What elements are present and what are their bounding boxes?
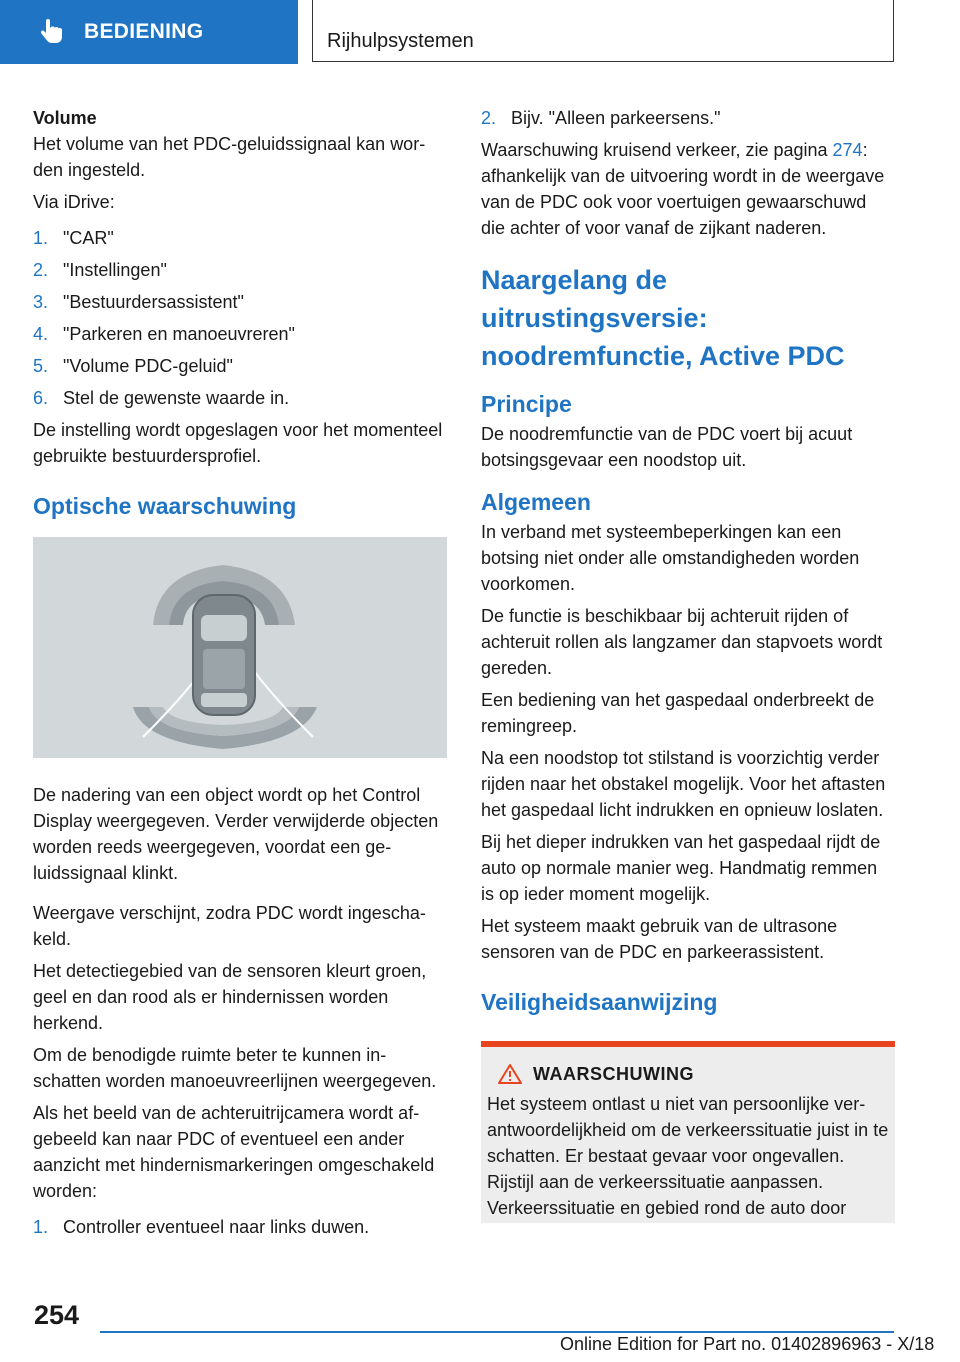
warning-title-row	[497, 1061, 889, 1087]
volume-steps	[33, 225, 447, 411]
step-number: 1.	[33, 228, 49, 248]
warning-box	[481, 1041, 895, 1223]
main-heading: Naargelang de uitrustingsversie: noodremfunctie, Active PDC	[481, 265, 845, 371]
step-text: Bijv. "Alleen parkeersens."	[511, 108, 721, 128]
step-number: 2.	[33, 260, 49, 280]
algemeen-p2: De functie is beschikbaar bij achteruit rijden of achteruit rollen als langzamer dan stapvoets wordt gereden.	[481, 606, 883, 678]
pdc-illustration	[33, 537, 447, 758]
step-text: Stel de gewenste waarde in.	[63, 388, 290, 408]
volume-via: Via iDrive:	[33, 192, 115, 212]
step-text: "Instellingen"	[63, 260, 167, 280]
optical-warning-heading: Optische waarschuwing	[33, 493, 297, 519]
page-link[interactable]: 274	[832, 140, 863, 160]
algemeen-p6: Het systeem maakt gebruik van de ultrasone sensoren van de PDC en parkeerassistent.	[481, 916, 838, 962]
step-text: "Volume PDC-geluid"	[63, 356, 233, 376]
warning-title: WAARSCHUWING	[533, 1064, 694, 1084]
warning-triangle-icon	[497, 1063, 523, 1085]
list-item	[33, 385, 447, 411]
optical-p4: Om de benodigde ruimte beter te kunnen inschatten worden manoeuvreerlijnen weergegeven.	[33, 1045, 437, 1091]
optical-steps	[33, 1214, 447, 1240]
list-item	[33, 225, 447, 251]
footer-divider	[100, 1331, 894, 1333]
volume-heading: Volume	[33, 108, 97, 128]
list-item	[33, 353, 447, 379]
step-text: "Bestuurdersassistent"	[63, 292, 244, 312]
algemeen-p1: In verband met systeembeperkingen kan een botsing niet onder alle omstandigheden worden voorkomen.	[481, 522, 860, 594]
section-tab[interactable]	[312, 0, 894, 62]
list-item	[33, 321, 447, 347]
warning-text: Het systeem ontlast u niet van persoonlijke verantwoordelijkheid om de verkeerssituatie juist in te schatten. Er bestaat gevaar voor ongevallen. Rijstijl aan de verkeerssituatie aanpassen. Verkeerssituatie en gebied rond de auto door	[487, 1094, 889, 1218]
cross-traffic-paragraph	[481, 137, 895, 241]
section-label: Rijhulpsystemen	[327, 30, 474, 52]
optical-p2: Weergave verschijnt, zodra PDC wordt ingeschakeld.	[33, 903, 426, 949]
step-number: 5.	[33, 356, 49, 376]
pdc-car-image	[33, 537, 447, 758]
algemeen-p3: Een bediening van het gaspedaal onderbreekt de remingreep.	[481, 690, 875, 736]
cross-traffic-text: Waarschuwing kruisend verkeer, zie pagina	[481, 140, 833, 160]
principe-text: De noodremfunctie van de PDC voert bij acuut botsingsgevaar een noodstop uit.	[481, 424, 853, 470]
cross-traffic-text-after: : afhankelijk van de uitvoering wordt in de weergave van de PDC ook voor voertuigen gewaarschuwd die achter of voor vanaf de zijkant naderen.	[481, 140, 885, 238]
step-number: 1.	[33, 1217, 49, 1237]
pointing-hand-icon	[36, 16, 68, 48]
list-item	[33, 1214, 447, 1240]
list-item	[33, 289, 447, 315]
chapter-label: BEDIENING	[84, 20, 204, 43]
step-text: "Parkeren en manoeuvreren"	[63, 324, 295, 344]
continued-steps	[481, 105, 895, 131]
optical-p1: De nadering van een object wordt op het Control Display weergegeven. Verder verwijderde objecten worden reeds weergegeven, voordat een geluidssignaal klinkt.	[33, 785, 439, 883]
page-number: 254	[34, 1300, 80, 1330]
principe-heading: Principe	[481, 391, 572, 417]
safety-heading: Veiligheidsaanwijzing	[481, 989, 718, 1015]
optical-p5: Als het beeld van de achteruitrijcamera wordt afgebeeld kan naar PDC of eventueel een ander aanzicht met hindernismarkeringen omgeschakeld worden:	[33, 1103, 435, 1201]
step-text: "CAR"	[63, 228, 114, 248]
algemeen-heading: Algemeen	[481, 489, 591, 515]
volume-outro: De instelling wordt opgeslagen voor het momenteel gebruikte bestuurdersprofiel.	[33, 420, 443, 466]
volume-intro: Het volume van het PDC-geluidssignaal kan worden ingesteld.	[33, 134, 426, 180]
algemeen-p4: Na een noodstop tot stilstand is voorzichtig verder rijden naar het obstakel mogelijk. Voor het aftasten het gaspedaal licht indrukken en opnieuw loslaten.	[481, 748, 886, 820]
list-item	[33, 257, 447, 283]
step-number: 4.	[33, 324, 49, 344]
algemeen-p5: Bij het dieper indrukken van het gaspedaal rijdt de auto op normale manier weg. Handmatig remmen is op ieder moment mogelijk.	[481, 832, 881, 904]
step-number: 6.	[33, 388, 49, 408]
step-text: Controller eventueel naar links duwen.	[63, 1217, 370, 1237]
chapter-tab[interactable]	[0, 0, 298, 64]
step-number: 3.	[33, 292, 49, 312]
step-number: 2.	[481, 108, 497, 128]
left-column	[33, 105, 447, 1246]
right-column	[481, 105, 895, 1223]
optical-p3: Het detectiegebied van de sensoren kleurt groen, geel en dan rood als er hindernissen worden herkend.	[33, 961, 427, 1033]
list-item	[481, 105, 895, 131]
footer-edition: Online Edition for Part no. 01402896963 - X/18	[560, 1334, 935, 1354]
